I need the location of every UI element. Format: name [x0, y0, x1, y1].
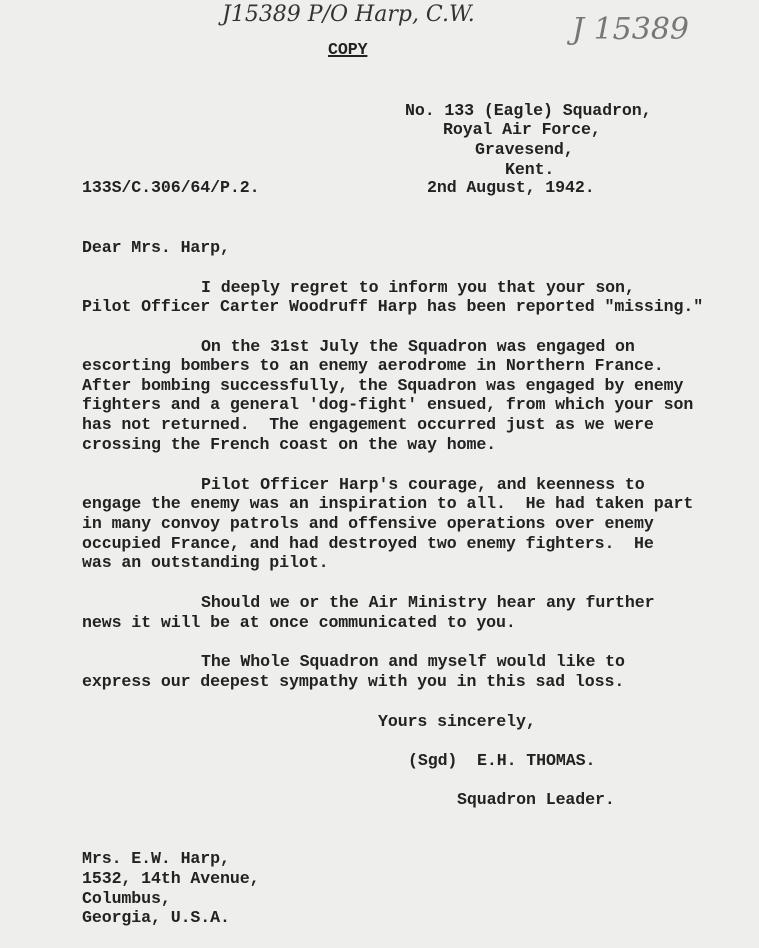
paragraph-line: crossing the French coast on the way home.: [82, 435, 497, 454]
paragraph-line: was an outstanding pilot.: [82, 553, 329, 572]
paragraph-line: fighters and a general 'dog-fight' ensued, from which your son: [82, 395, 694, 414]
paragraph-line: express our deepest sympathy with you in this sad loss.: [82, 672, 625, 691]
closing: Yours sincerely,: [378, 712, 536, 731]
signer-title: Squadron Leader.: [457, 790, 615, 809]
copy-heading: COPY: [328, 40, 368, 59]
paragraph-line: Should we or the Air Ministry hear any further: [201, 593, 655, 612]
paragraph-line: After bombing successfully, the Squadron was engaged by enemy: [82, 376, 684, 395]
paragraph-line: in many convoy patrols and offensive operations over enemy: [82, 514, 654, 533]
handwritten-annotation: J15389 P/O Harp, C.W.: [222, 2, 475, 27]
paragraph-line: escorting bombers to an enemy aerodrome in Northern France.: [82, 356, 664, 375]
paragraph-line: Pilot Officer Harp's courage, and keenness to: [201, 475, 645, 494]
signature: (Sgd) E.H. THOMAS.: [408, 751, 596, 770]
paragraph-line: The Whole Squadron and myself would like to: [201, 652, 625, 671]
paragraph-line: On the 31st July the Squadron was engaged on: [201, 337, 635, 356]
handwritten-number: J 15389: [572, 12, 689, 47]
paragraph-line: occupied France, and had destroyed two enemy fighters. He: [82, 534, 654, 553]
letter-date: 2nd August, 1942.: [427, 178, 595, 197]
salutation: Dear Mrs. Harp,: [82, 238, 230, 257]
paragraph-line: I deeply regret to inform you that your son,: [201, 278, 635, 297]
sender-address-line: No. 133 (Eagle) Squadron,: [405, 101, 652, 120]
reference-number: 133S/C.306/64/P.2.: [82, 178, 260, 197]
sender-address-line: Royal Air Force,: [443, 120, 601, 139]
paragraph-line: Pilot Officer Carter Woodruff Harp has been reported "missing.": [82, 297, 704, 316]
recipient-address-line: 1532, 14th Avenue,: [82, 869, 260, 888]
paragraph-line: has not returned. The engagement occurred just as we were: [82, 415, 654, 434]
sender-address-line: Kent.: [505, 160, 555, 179]
paragraph-line: engage the enemy was an inspiration to all. He had taken part: [82, 494, 694, 513]
paragraph-line: news it will be at once communicated to you.: [82, 613, 516, 632]
recipient-address-line: Columbus,: [82, 889, 171, 908]
recipient-address-line: Mrs. E.W. Harp,: [82, 849, 230, 868]
sender-address-line: Gravesend,: [475, 140, 574, 159]
recipient-address-line: Georgia, U.S.A.: [82, 908, 230, 927]
